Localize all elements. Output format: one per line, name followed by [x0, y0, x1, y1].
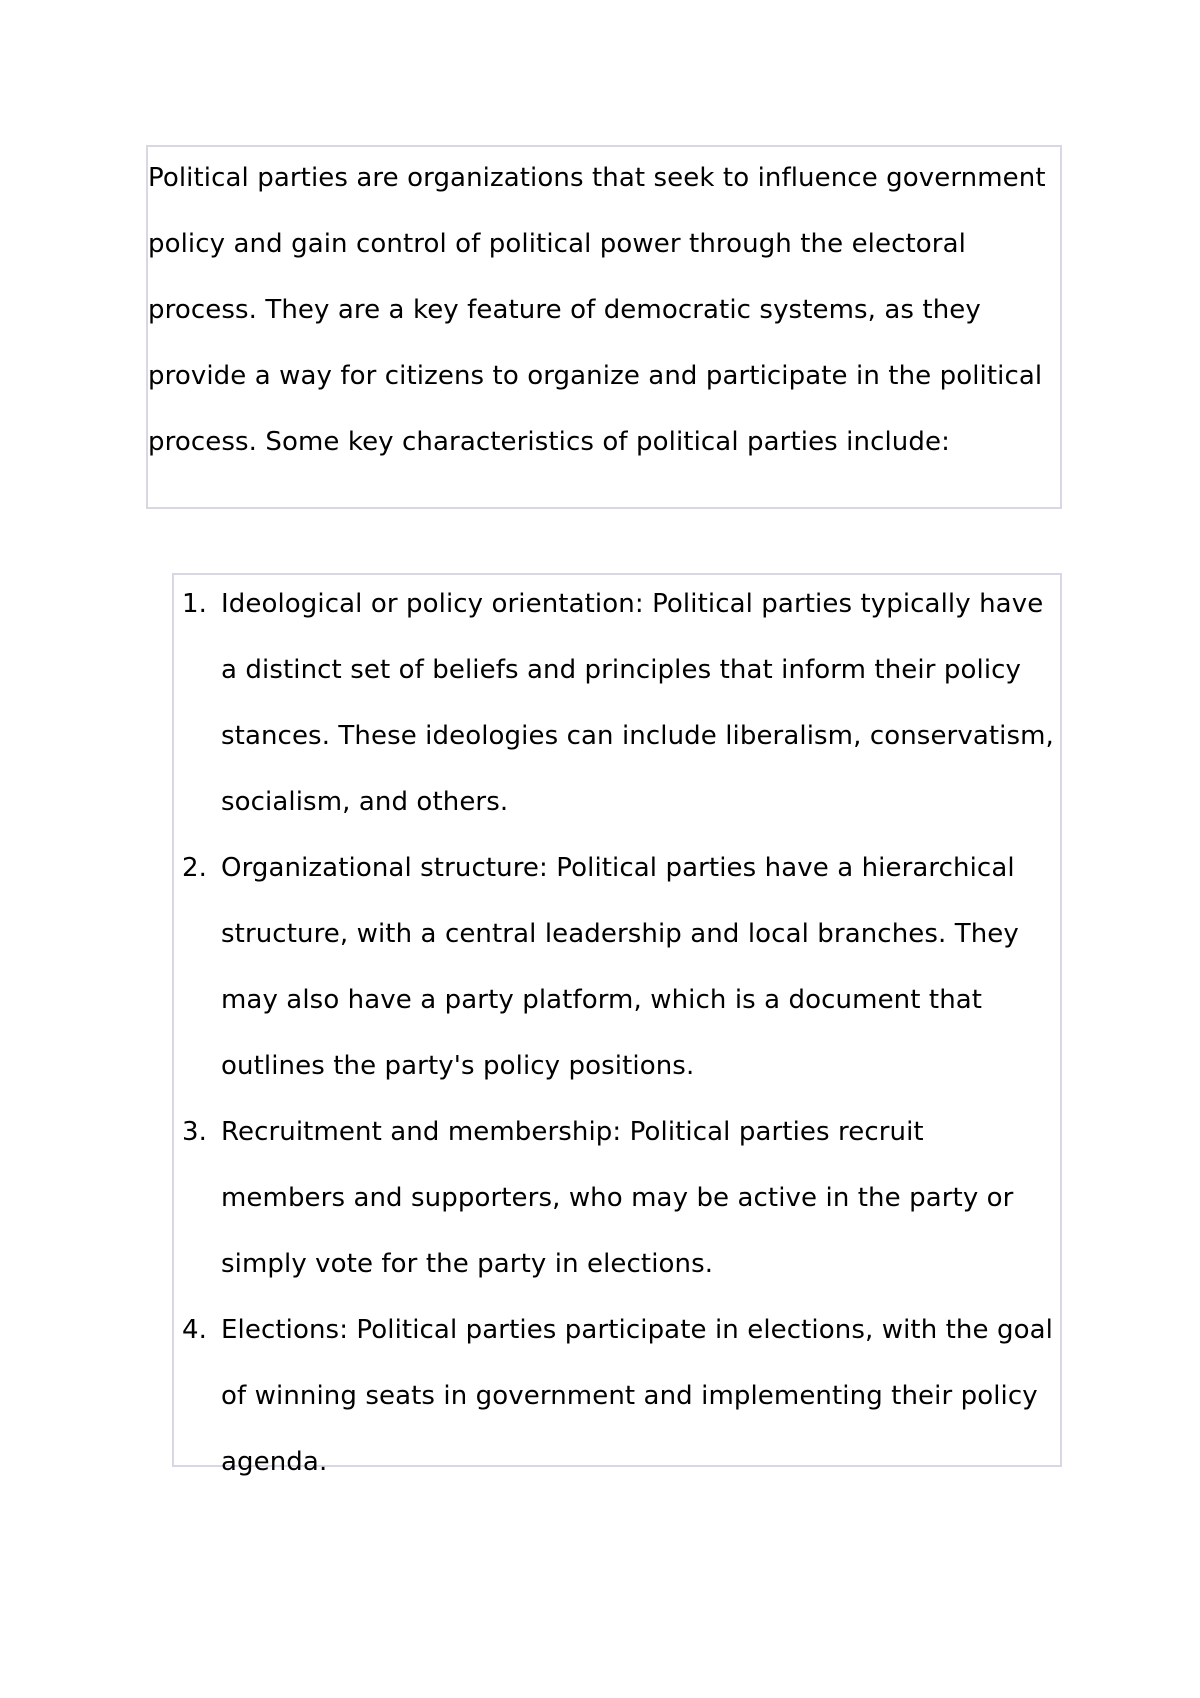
list-item — [174, 571, 1060, 835]
list-item-number: 3. — [182, 1117, 208, 1147]
list-item — [174, 1099, 1060, 1297]
characteristics-list — [174, 571, 1060, 1495]
list-item-number: 2. — [182, 853, 208, 883]
list-item-text: Recruitment and membership: Political parties recruit members and supporters, who may be active in the party or simply vote for the party in elections. — [221, 1117, 1014, 1279]
list-item-number: 4. — [182, 1315, 208, 1345]
list-item — [174, 1297, 1060, 1495]
list-item — [174, 835, 1060, 1099]
characteristics-list-box — [172, 573, 1062, 1477]
list-item-text: Organizational structure: Political parties have a hierarchical structure, with a central leadership and local branches. They may also have a party platform, which is a document that outlines the party's policy positions. — [221, 853, 1019, 1081]
intro-paragraph: Political parties are organizations that seek to influence government policy and gain control of political power through the electoral process. They are a key feature of democratic systems, as they provide a way for citizens to organize and participate in the political process. Some key characteristics of political parties include: — [148, 163, 1046, 457]
list-item-text: Ideological or policy orientation: Political parties typically have a distinct set of beliefs and principles that inform their policy stances. These ideologies can include liberalism, conservatism, socialism, and others. — [221, 589, 1054, 817]
intro-paragraph-box — [146, 145, 1062, 509]
list-item-number: 1. — [182, 589, 208, 619]
list-item-text: Elections: Political parties participate in elections, with the goal of winning seats in government and implementing their policy agenda. — [221, 1315, 1053, 1477]
